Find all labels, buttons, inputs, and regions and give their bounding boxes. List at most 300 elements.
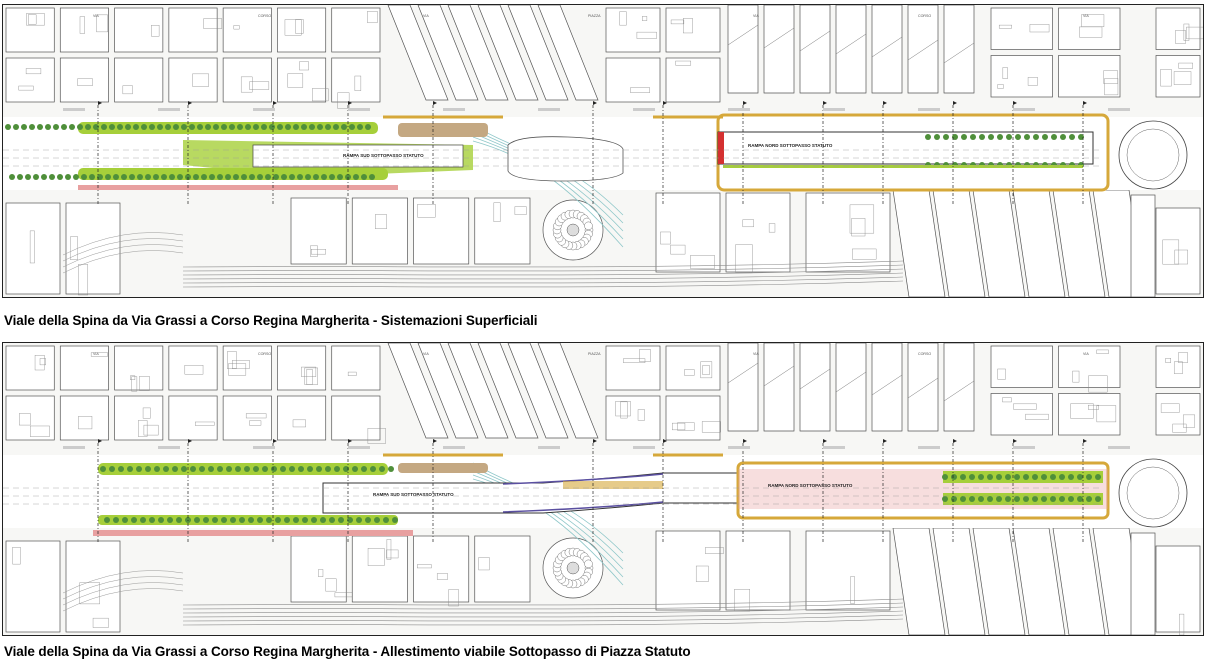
building-block xyxy=(666,396,720,440)
building-block xyxy=(1059,394,1121,436)
tree xyxy=(244,466,250,472)
tree xyxy=(158,517,164,523)
tree xyxy=(307,466,313,472)
street-label: VIA xyxy=(93,14,99,18)
tree xyxy=(127,466,133,472)
building-block xyxy=(666,58,720,102)
tree xyxy=(942,496,948,502)
tree xyxy=(341,124,347,130)
building-block xyxy=(60,8,108,52)
parking-strip xyxy=(823,446,845,449)
building-block xyxy=(169,8,217,52)
building-block xyxy=(475,536,530,602)
tree xyxy=(1005,474,1011,480)
building-block xyxy=(991,346,1053,388)
tree xyxy=(239,517,245,523)
tree xyxy=(45,124,51,130)
building-block xyxy=(6,541,60,632)
tree xyxy=(997,134,1003,140)
tree xyxy=(9,174,15,180)
street-label: CORSO xyxy=(918,352,932,356)
building-block xyxy=(606,58,660,102)
tree xyxy=(105,174,111,180)
parking-strip xyxy=(1108,108,1130,111)
parking-strip xyxy=(253,108,275,111)
tree xyxy=(284,517,290,523)
street-label: VIA xyxy=(753,352,759,356)
tree xyxy=(173,124,179,130)
tree xyxy=(266,517,272,523)
tree xyxy=(1005,496,1011,502)
tree xyxy=(369,174,375,180)
tree xyxy=(293,124,299,130)
tree xyxy=(942,474,948,480)
tree xyxy=(113,517,119,523)
tree xyxy=(1068,496,1074,502)
tree xyxy=(333,124,339,130)
tree xyxy=(1023,474,1029,480)
tree xyxy=(969,474,975,480)
tree xyxy=(925,134,931,140)
tree xyxy=(987,496,993,502)
tree xyxy=(257,517,263,523)
building-block xyxy=(277,346,325,390)
tree xyxy=(269,124,275,130)
tree xyxy=(302,517,308,523)
tree xyxy=(1033,134,1039,140)
parking-strip xyxy=(538,108,560,111)
tree xyxy=(325,124,331,130)
tree xyxy=(1023,496,1029,502)
building-block xyxy=(352,198,407,264)
parking-strip xyxy=(1013,446,1035,449)
street-label: PIAZZA xyxy=(588,352,601,356)
tree xyxy=(201,174,207,180)
building-block xyxy=(414,536,469,602)
tree xyxy=(960,474,966,480)
tree xyxy=(145,174,151,180)
tree xyxy=(217,466,223,472)
tree xyxy=(248,517,254,523)
building-block xyxy=(656,531,720,610)
building-block xyxy=(606,346,660,390)
tree xyxy=(77,124,83,130)
ramp-south-label: RAMPA SUD SOTTOPASSO STATUTO xyxy=(343,153,424,158)
road xyxy=(1131,533,1155,635)
building-block xyxy=(1156,8,1200,50)
tree xyxy=(172,466,178,472)
tree xyxy=(1069,134,1075,140)
parking-strip xyxy=(918,446,940,449)
tree xyxy=(265,174,271,180)
tree xyxy=(584,222,592,230)
street-label: CORSO xyxy=(918,14,932,18)
parking-strip xyxy=(1108,446,1130,449)
tree xyxy=(1014,496,1020,502)
building-block xyxy=(836,5,866,93)
building-block xyxy=(332,346,380,390)
tree xyxy=(117,124,123,130)
ramp-north-label: RAMPA NORD SOTTOPASSO STATUTO xyxy=(768,483,853,488)
tree xyxy=(316,466,322,472)
building-block xyxy=(115,396,163,440)
building-block xyxy=(1059,8,1121,50)
parking-strip xyxy=(348,446,370,449)
building-block xyxy=(728,343,758,431)
tree xyxy=(1068,474,1074,480)
building-block xyxy=(1059,56,1121,98)
building-block xyxy=(223,58,271,102)
tree xyxy=(69,124,75,130)
building-block xyxy=(332,58,380,102)
tree xyxy=(109,466,115,472)
tree xyxy=(193,174,199,180)
tree xyxy=(293,517,299,523)
tree xyxy=(177,174,183,180)
tree xyxy=(309,124,315,130)
tree xyxy=(181,124,187,130)
ramp-end-marker xyxy=(718,132,724,164)
parking-strip xyxy=(63,108,85,111)
parking-strip xyxy=(158,446,180,449)
tree xyxy=(237,124,243,130)
map-panel-surface xyxy=(2,4,1204,298)
parking-strip xyxy=(158,108,180,111)
tree xyxy=(321,174,327,180)
tree xyxy=(1051,134,1057,140)
tree xyxy=(353,174,359,180)
monument xyxy=(567,224,579,236)
tree xyxy=(13,124,19,130)
tree xyxy=(996,474,1002,480)
parking-strip xyxy=(918,108,940,111)
tree xyxy=(261,124,267,130)
cycle-lane xyxy=(93,530,413,536)
building-block xyxy=(806,531,890,610)
building-block xyxy=(908,343,938,431)
tree xyxy=(25,174,31,180)
tree xyxy=(226,466,232,472)
building-block xyxy=(944,343,974,431)
tree xyxy=(233,174,239,180)
tree xyxy=(349,124,355,130)
parking-strip xyxy=(253,446,275,449)
tree xyxy=(136,466,142,472)
tree xyxy=(1059,496,1065,502)
tree xyxy=(153,174,159,180)
tree xyxy=(169,174,175,180)
tree xyxy=(253,124,259,130)
tree xyxy=(320,517,326,523)
tree xyxy=(85,124,91,130)
tree xyxy=(21,124,27,130)
tree xyxy=(167,517,173,523)
tree xyxy=(271,466,277,472)
tree xyxy=(133,124,139,130)
tree xyxy=(1060,134,1066,140)
street-label: VIA xyxy=(423,352,429,356)
tree xyxy=(277,124,283,130)
tree xyxy=(199,466,205,472)
street-label: VIA xyxy=(93,352,99,356)
building-block xyxy=(169,396,217,440)
tree xyxy=(361,174,367,180)
building-block xyxy=(115,8,163,52)
tree xyxy=(189,124,195,130)
tree xyxy=(217,174,223,180)
tree xyxy=(154,466,160,472)
tree xyxy=(241,174,247,180)
tree xyxy=(17,174,23,180)
tree xyxy=(100,466,106,472)
tree xyxy=(33,174,39,180)
tree xyxy=(113,174,119,180)
tree xyxy=(289,174,295,180)
street-label: VIA xyxy=(1083,352,1089,356)
street-label: VIA xyxy=(753,14,759,18)
tree xyxy=(951,496,957,502)
tree xyxy=(176,517,182,523)
tree xyxy=(57,174,63,180)
building-block xyxy=(728,5,758,93)
tree xyxy=(249,174,255,180)
tree xyxy=(197,124,203,130)
tree xyxy=(305,174,311,180)
green-median xyxy=(78,122,378,134)
parking-strip xyxy=(443,108,465,111)
tree xyxy=(81,174,87,180)
building-block xyxy=(806,193,890,272)
parking-strip xyxy=(63,446,85,449)
tree xyxy=(337,174,343,180)
tree xyxy=(313,174,319,180)
tree xyxy=(987,474,993,480)
tree xyxy=(125,124,131,130)
tree xyxy=(361,466,367,472)
tree xyxy=(1032,474,1038,480)
building-block xyxy=(169,58,217,102)
tree xyxy=(297,174,303,180)
tree xyxy=(89,174,95,180)
tree xyxy=(1077,474,1083,480)
building-block xyxy=(475,198,530,264)
tree xyxy=(203,517,209,523)
tree xyxy=(140,517,146,523)
street-label: CORSO xyxy=(258,14,272,18)
ramp-south-label: RAMPA SUD SOTTOPASSO STATUTO xyxy=(373,492,454,497)
building-block xyxy=(277,58,325,102)
tree xyxy=(101,124,107,130)
tree xyxy=(41,174,47,180)
roundabout-island xyxy=(1127,129,1179,181)
tree xyxy=(1041,496,1047,502)
tree xyxy=(978,474,984,480)
tree xyxy=(1032,496,1038,502)
building-block xyxy=(872,5,902,93)
parking-strip xyxy=(633,108,655,111)
tree xyxy=(392,517,398,523)
tree xyxy=(49,174,55,180)
tree xyxy=(388,466,394,472)
building-block xyxy=(726,531,790,610)
tree xyxy=(996,496,1002,502)
building-block xyxy=(291,536,346,602)
tree xyxy=(104,517,110,523)
tree xyxy=(209,174,215,180)
tree xyxy=(229,124,235,130)
tree xyxy=(257,174,263,180)
forecourt xyxy=(398,463,488,473)
tree xyxy=(145,466,151,472)
tree xyxy=(131,517,137,523)
building-block xyxy=(606,396,660,440)
caption-underpass: Viale della Spina da Via Grassi a Corso Regina Margherita - Allestimento viabile Sottopasso di Piazza Statuto xyxy=(4,644,691,659)
tree xyxy=(334,466,340,472)
tree xyxy=(943,134,949,140)
tree xyxy=(1024,134,1030,140)
tree xyxy=(1086,474,1092,480)
building-block xyxy=(908,5,938,93)
tree xyxy=(225,174,231,180)
parking-strip xyxy=(1013,108,1035,111)
parking-strip xyxy=(728,108,750,111)
street-label: PIAZZA xyxy=(588,14,601,18)
tree xyxy=(221,517,227,523)
tree xyxy=(129,174,135,180)
tree xyxy=(325,466,331,472)
building-block xyxy=(991,56,1053,98)
tree xyxy=(317,124,323,130)
tree xyxy=(1015,134,1021,140)
roundabout-island xyxy=(1127,467,1179,519)
building-block xyxy=(332,8,380,52)
tree xyxy=(65,174,71,180)
tree xyxy=(253,466,259,472)
tree xyxy=(122,517,128,523)
tree xyxy=(163,466,169,472)
tree xyxy=(979,134,985,140)
building-block xyxy=(277,8,325,52)
parking-strip xyxy=(633,446,655,449)
tree xyxy=(988,134,994,140)
street-label: VIA xyxy=(423,14,429,18)
tree xyxy=(301,124,307,130)
building-block xyxy=(764,5,794,93)
tree xyxy=(285,124,291,130)
tree xyxy=(165,124,171,130)
building-block xyxy=(6,58,54,102)
building-block xyxy=(656,193,720,272)
street-label: CORSO xyxy=(258,352,272,356)
map-panel-underpass xyxy=(2,342,1204,636)
street-label: VIA xyxy=(1083,14,1089,18)
building-block xyxy=(991,8,1053,50)
tree xyxy=(365,517,371,523)
station-building xyxy=(508,137,623,181)
tree xyxy=(280,466,286,472)
paved-strip xyxy=(563,481,663,489)
parking-strip xyxy=(443,446,465,449)
building-block xyxy=(115,346,163,390)
tree xyxy=(1050,474,1056,480)
tree xyxy=(5,124,11,130)
tree xyxy=(235,466,241,472)
green-strip xyxy=(723,165,1083,168)
tree xyxy=(289,466,295,472)
building-block xyxy=(332,396,380,440)
tree xyxy=(245,124,251,130)
tree xyxy=(370,466,376,472)
tree xyxy=(141,124,147,130)
tree xyxy=(137,174,143,180)
building-block xyxy=(800,5,830,93)
tree xyxy=(961,134,967,140)
tree xyxy=(190,466,196,472)
building-block xyxy=(115,58,163,102)
tree xyxy=(121,174,127,180)
tree xyxy=(1041,474,1047,480)
tree xyxy=(298,466,304,472)
building-block xyxy=(277,396,325,440)
tree xyxy=(73,174,79,180)
tree xyxy=(584,560,592,568)
underpass-layout-map xyxy=(3,343,1203,635)
tree xyxy=(329,174,335,180)
building-block xyxy=(414,198,469,264)
tree xyxy=(1095,474,1101,480)
tree xyxy=(181,466,187,472)
building-block xyxy=(1156,56,1200,98)
tree xyxy=(61,124,67,130)
building-block xyxy=(6,346,54,390)
road xyxy=(1131,195,1155,297)
parking-strip xyxy=(348,108,370,111)
tree xyxy=(374,517,380,523)
tree xyxy=(1042,134,1048,140)
tree xyxy=(969,496,975,502)
building-block xyxy=(169,346,217,390)
tree xyxy=(109,124,115,130)
tree xyxy=(149,124,155,130)
tree xyxy=(221,124,227,130)
tree xyxy=(379,466,385,472)
tree xyxy=(1059,474,1065,480)
building-block xyxy=(1156,346,1200,388)
tree xyxy=(1077,496,1083,502)
tree xyxy=(960,496,966,502)
tree xyxy=(1014,474,1020,480)
building-block xyxy=(800,343,830,431)
tree xyxy=(383,517,389,523)
tree xyxy=(29,124,35,130)
tree xyxy=(951,474,957,480)
building-block xyxy=(606,8,660,52)
tree xyxy=(970,134,976,140)
tree xyxy=(205,124,211,130)
building-block xyxy=(1156,394,1200,436)
tree xyxy=(978,496,984,502)
building-block xyxy=(836,343,866,431)
ramp-north-label: RAMPA NORD SOTTOPASSO STATUTO xyxy=(748,143,833,148)
building-block xyxy=(352,536,407,602)
tree xyxy=(275,517,281,523)
building-block xyxy=(944,5,974,93)
building-block xyxy=(1059,346,1121,388)
building-block xyxy=(60,58,108,102)
parking-strip xyxy=(728,446,750,449)
tree xyxy=(194,517,200,523)
tree xyxy=(230,517,236,523)
